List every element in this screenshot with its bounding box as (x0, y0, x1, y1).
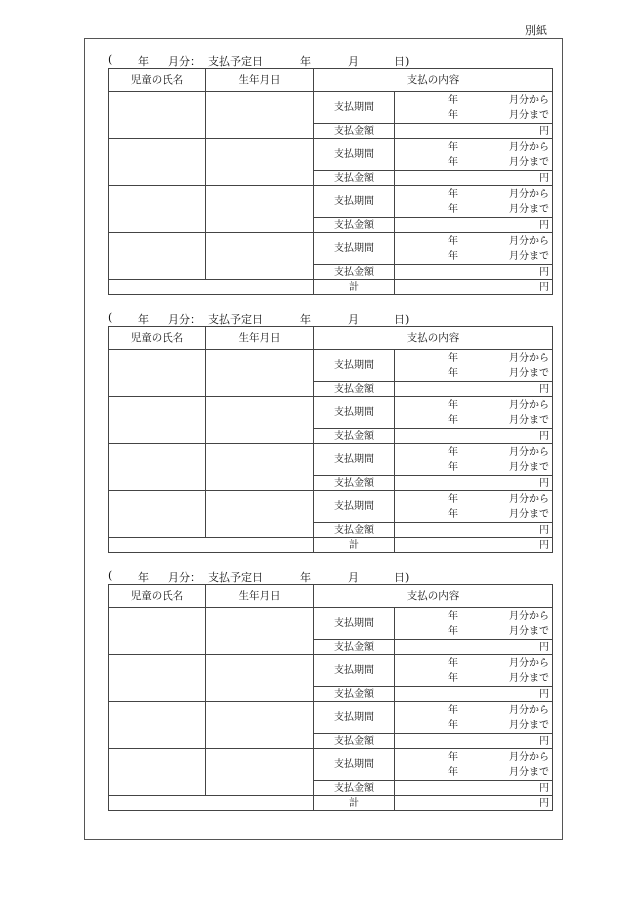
total-label: 計 (314, 538, 395, 553)
period-from-text: 月分から (509, 352, 549, 364)
child-entry-row (109, 139, 553, 171)
col-child-name: 児童の氏名 (109, 327, 206, 350)
period-to-year: 年 (448, 156, 458, 168)
child-name-cell[interactable] (109, 491, 206, 538)
period-from-year: 年 (448, 751, 458, 763)
period-from-text: 月分から (509, 657, 549, 669)
child-name-cell[interactable] (109, 608, 206, 655)
period-label: 支払期間 (314, 444, 395, 476)
col-birth-date: 生年月日 (206, 327, 314, 350)
period-label: 支払期間 (314, 608, 395, 640)
child-entry-row (109, 186, 553, 218)
amount-label: 支払金額 (314, 640, 395, 655)
attachment-label: 別紙 (525, 24, 547, 37)
period-from-text: 月分から (509, 94, 549, 106)
period-to-year: 年 (448, 508, 458, 520)
amount-yen[interactable]: 円 (395, 171, 553, 186)
period-from-year: 年 (448, 446, 458, 458)
period-to-year: 年 (448, 367, 458, 379)
amount-yen[interactable]: 円 (395, 382, 553, 397)
child-name-cell[interactable] (109, 186, 206, 233)
header-day: 日) (394, 313, 410, 326)
header-day: 日) (394, 55, 410, 68)
header-open-paren: ( (108, 569, 113, 582)
child-entry-row (109, 397, 553, 429)
payment-block (108, 53, 552, 295)
period-cell[interactable] (395, 702, 553, 734)
header-open-paren: ( (108, 53, 113, 66)
total-blank-cell (109, 280, 314, 295)
period-to-text: 月分まで (509, 109, 549, 121)
period-from-text: 月分から (509, 446, 549, 458)
amount-label: 支払金額 (314, 265, 395, 280)
birth-date-cell[interactable] (206, 702, 314, 749)
payment-table (108, 584, 553, 811)
child-name-cell[interactable] (109, 350, 206, 397)
total-blank-cell (109, 796, 314, 811)
child-entry-row (109, 702, 553, 734)
header-year: 年 (138, 313, 149, 326)
period-to-text: 月分まで (509, 414, 549, 426)
period-cell[interactable] (395, 92, 553, 124)
header-payment-date-label: 支払予定日 (208, 55, 263, 68)
period-from-year: 年 (448, 94, 458, 106)
amount-yen[interactable]: 円 (395, 124, 553, 139)
period-to-year: 年 (448, 461, 458, 473)
col-payment-content: 支払の内容 (314, 585, 553, 608)
col-payment-content: 支払の内容 (314, 69, 553, 92)
col-payment-content: 支払の内容 (314, 327, 553, 350)
header-day: 日) (394, 571, 410, 584)
block-header (108, 311, 552, 326)
header-month2: 月 (348, 571, 359, 584)
amount-label: 支払金額 (314, 171, 395, 186)
header-month: 月分： (168, 55, 201, 68)
period-from-year: 年 (448, 352, 458, 364)
total-row (109, 796, 553, 811)
amount-label: 支払金額 (314, 218, 395, 233)
col-child-name: 児童の氏名 (109, 585, 206, 608)
period-label: 支払期間 (314, 186, 395, 218)
period-label: 支払期間 (314, 350, 395, 382)
amount-label: 支払金額 (314, 734, 395, 749)
block-header (108, 53, 552, 68)
period-to-text: 月分まで (509, 250, 549, 262)
period-from-year: 年 (448, 657, 458, 669)
birth-date-cell[interactable] (206, 92, 314, 139)
period-cell[interactable] (395, 350, 553, 382)
child-entry-row (109, 655, 553, 687)
period-cell[interactable] (395, 655, 553, 687)
child-name-cell[interactable] (109, 749, 206, 796)
period-label: 支払期間 (314, 233, 395, 265)
birth-date-cell[interactable] (206, 491, 314, 538)
period-from-text: 月分から (509, 704, 549, 716)
period-to-year: 年 (448, 719, 458, 731)
header-year: 年 (138, 55, 149, 68)
amount-yen[interactable]: 円 (395, 781, 553, 796)
child-name-cell[interactable] (109, 139, 206, 186)
amount-yen[interactable]: 円 (395, 687, 553, 702)
amount-yen[interactable]: 円 (395, 429, 553, 444)
child-entry-row (109, 749, 553, 781)
period-cell[interactable] (395, 186, 553, 218)
header-month: 月分： (168, 571, 201, 584)
header-year: 年 (138, 571, 149, 584)
amount-yen[interactable]: 円 (395, 476, 553, 491)
period-to-text: 月分まで (509, 367, 549, 379)
period-to-year: 年 (448, 203, 458, 215)
period-to-year: 年 (448, 109, 458, 121)
header-year2: 年 (300, 313, 311, 326)
period-from-text: 月分から (509, 610, 549, 622)
period-label: 支払期間 (314, 491, 395, 523)
period-to-text: 月分まで (509, 461, 549, 473)
period-from-year: 年 (448, 493, 458, 505)
total-yen[interactable]: 円 (395, 538, 553, 553)
child-name-cell[interactable] (109, 92, 206, 139)
col-child-name: 児童の氏名 (109, 69, 206, 92)
payment-table (108, 326, 553, 553)
period-from-text: 月分から (509, 399, 549, 411)
birth-date-cell[interactable] (206, 350, 314, 397)
total-label: 計 (314, 796, 395, 811)
total-row (109, 538, 553, 553)
amount-label: 支払金額 (314, 523, 395, 538)
amount-label: 支払金額 (314, 124, 395, 139)
birth-date-cell[interactable] (206, 139, 314, 186)
child-name-cell[interactable] (109, 444, 206, 491)
amount-label: 支払金額 (314, 476, 395, 491)
period-to-year: 年 (448, 414, 458, 426)
birth-date-cell[interactable] (206, 655, 314, 702)
amount-label: 支払金額 (314, 687, 395, 702)
period-from-year: 年 (448, 399, 458, 411)
header-year2: 年 (300, 55, 311, 68)
amount-label: 支払金額 (314, 382, 395, 397)
child-name-cell[interactable] (109, 655, 206, 702)
period-to-year: 年 (448, 766, 458, 778)
amount-label: 支払金額 (314, 781, 395, 796)
period-from-year: 年 (448, 610, 458, 622)
header-month2: 月 (348, 313, 359, 326)
period-label: 支払期間 (314, 397, 395, 429)
period-cell[interactable] (395, 444, 553, 476)
period-to-year: 年 (448, 672, 458, 684)
col-birth-date: 生年月日 (206, 585, 314, 608)
period-to-text: 月分まで (509, 508, 549, 520)
amount-yen[interactable]: 円 (395, 265, 553, 280)
period-cell[interactable] (395, 491, 553, 523)
amount-label: 支払金額 (314, 429, 395, 444)
total-blank-cell (109, 538, 314, 553)
header-open-paren: ( (108, 311, 113, 324)
amount-yen[interactable]: 円 (395, 218, 553, 233)
birth-date-cell[interactable] (206, 186, 314, 233)
period-label: 支払期間 (314, 655, 395, 687)
period-label: 支払期間 (314, 92, 395, 124)
period-label: 支払期間 (314, 749, 395, 781)
period-to-text: 月分まで (509, 625, 549, 637)
period-to-text: 月分まで (509, 156, 549, 168)
period-to-text: 月分まで (509, 203, 549, 215)
payment-block (108, 569, 552, 811)
period-to-year: 年 (448, 250, 458, 262)
period-cell[interactable] (395, 749, 553, 781)
period-label: 支払期間 (314, 702, 395, 734)
total-label: 計 (314, 280, 395, 295)
header-payment-date-label: 支払予定日 (208, 571, 263, 584)
period-cell[interactable] (395, 608, 553, 640)
period-cell[interactable] (395, 233, 553, 265)
payment-block (108, 311, 552, 553)
child-entry-row (109, 608, 553, 640)
block-header (108, 569, 552, 584)
period-from-year: 年 (448, 188, 458, 200)
period-from-year: 年 (448, 235, 458, 247)
period-from-text: 月分から (509, 493, 549, 505)
child-name-cell[interactable] (109, 702, 206, 749)
col-birth-date: 生年月日 (206, 69, 314, 92)
child-entry-row (109, 233, 553, 265)
header-payment-date-label: 支払予定日 (208, 313, 263, 326)
header-year2: 年 (300, 571, 311, 584)
period-cell[interactable] (395, 397, 553, 429)
amount-yen[interactable]: 円 (395, 523, 553, 538)
period-label: 支払期間 (314, 139, 395, 171)
period-to-year: 年 (448, 625, 458, 637)
period-cell[interactable] (395, 139, 553, 171)
amount-yen[interactable]: 円 (395, 640, 553, 655)
period-to-text: 月分まで (509, 719, 549, 731)
period-from-year: 年 (448, 141, 458, 153)
birth-date-cell[interactable] (206, 444, 314, 491)
header-month: 月分： (168, 313, 201, 326)
total-yen[interactable]: 円 (395, 280, 553, 295)
payment-table (108, 68, 553, 295)
period-from-text: 月分から (509, 751, 549, 763)
child-entry-row (109, 444, 553, 476)
period-from-year: 年 (448, 704, 458, 716)
birth-date-cell[interactable] (206, 608, 314, 655)
total-row (109, 280, 553, 295)
birth-date-cell[interactable] (206, 233, 314, 280)
child-name-cell[interactable] (109, 233, 206, 280)
period-to-text: 月分まで (509, 766, 549, 778)
child-name-cell[interactable] (109, 397, 206, 444)
header-month2: 月 (348, 55, 359, 68)
child-entry-row (109, 491, 553, 523)
child-entry-row (109, 92, 553, 124)
period-from-text: 月分から (509, 235, 549, 247)
period-from-text: 月分から (509, 141, 549, 153)
period-from-text: 月分から (509, 188, 549, 200)
child-entry-row (109, 350, 553, 382)
total-yen[interactable]: 円 (395, 796, 553, 811)
amount-yen[interactable]: 円 (395, 734, 553, 749)
birth-date-cell[interactable] (206, 749, 314, 796)
period-to-text: 月分まで (509, 672, 549, 684)
birth-date-cell[interactable] (206, 397, 314, 444)
